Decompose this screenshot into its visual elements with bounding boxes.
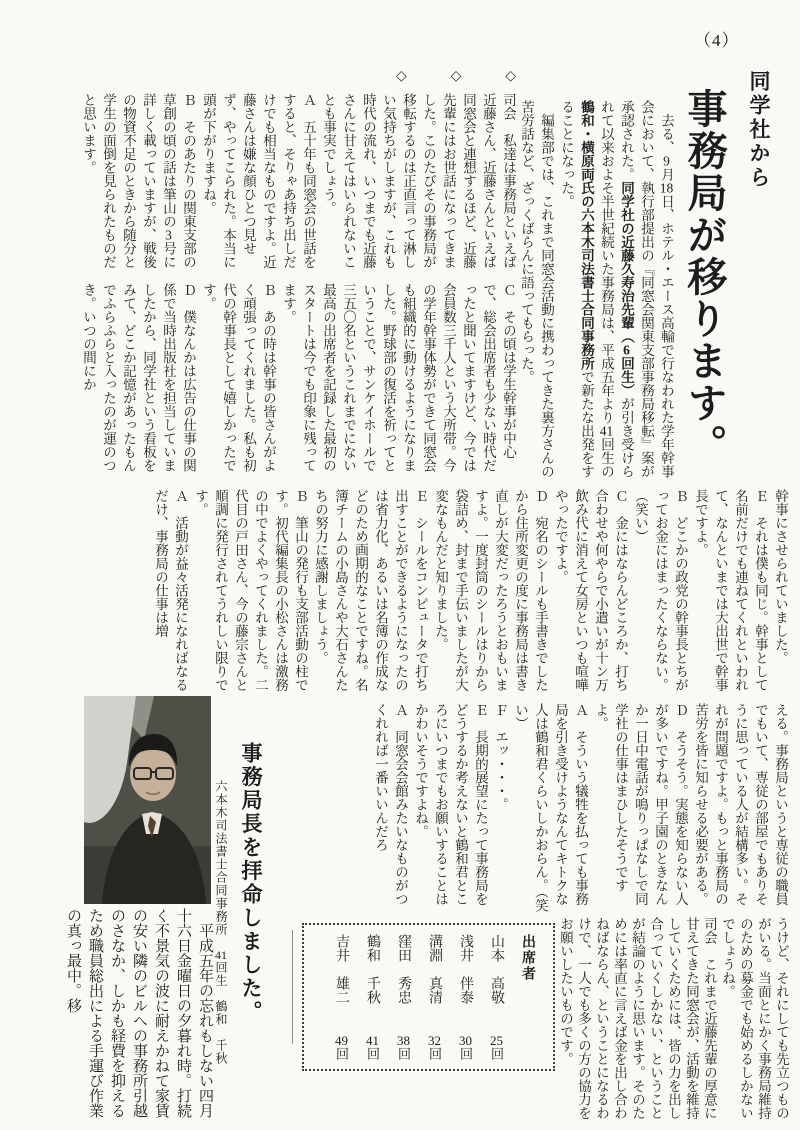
diamond-icon: ◇: [505, 69, 516, 84]
attendee-entry: [326, 934, 357, 1060]
attendee-class-year: 41回: [365, 1034, 380, 1060]
attendee-class-year: 32回: [427, 1034, 442, 1060]
page-title: 事務局が移ります。: [682, 88, 727, 466]
paragraph: Ｂ どこかの政党の幹事長とちがってお金にはまったくならない。（笑い）: [633, 489, 688, 692]
paragraph: Ｂ あの時は幹事の皆さんがよく頑張ってくれました。私も初代の幹事長として嬉しかったです。: [201, 283, 276, 472]
text-segment: 鶴和・横原両氏の六本木司法書士合同事務所: [579, 100, 594, 370]
vertical-divider-rule: [292, 930, 293, 1044]
paragraph: Ｅ それは僕も同じ。幹事として名前だけでも連ねてくれといわれて、なんといまでは大出世で幹事長ですよ。: [693, 489, 768, 692]
attendee-class-year: 49回: [334, 1034, 349, 1060]
intro-paragraphs: [518, 100, 676, 482]
paragraph: 平成五年の忘れもしない四月十六日金曜日の夕暮れ時。打続く不景気の波に耐えかねて家賃の安い隣のビルへの事務所引越のさなか、しかも経費を抑えるため職員総出による手運び作業の真っ最中。移: [65, 908, 213, 1118]
interview-text-block-2: [56, 283, 518, 484]
paragraph: Ａ 五十年も同窓会の世話をすると、そりゃあ持ち出しだけでも相当なものですよ。近藤さんは嫌な顔ひとつ見せず、やってこられた。本当に頭が下がりますね。: [201, 93, 316, 269]
text-segment: 同学社の近藤久寿治先輩（6回生）: [619, 181, 634, 397]
attendee-entry: [357, 934, 388, 1060]
attendee-entry: [419, 934, 450, 1060]
paragraph: Ｆ エッ・・・。: [493, 703, 508, 811]
attendee-entry: [450, 934, 481, 1060]
attendee-class-year: 38回: [396, 1034, 411, 1060]
paragraph: Ａ 活動が益々活発になればなるだけ、事務局の仕事は増: [153, 489, 188, 692]
paragraph: Ｃ その頃は学生幹事が中心で、総会出席者も少ない時代だったと聞いてますけど、今では会員数三千人という大所帯。今の学年幹事体勢ができて同窓会も組織的に動けるようになりました。野球部の復活を祈ってということで、サンケイホールで三五〇名というこれまでにない最高の出席者を記録した最初のスタートは今でも印象に残ってます。: [281, 283, 516, 472]
attendee-box: [302, 923, 555, 1071]
attendee-class-year: 25回: [489, 1034, 504, 1060]
interview-text-block-5: [556, 917, 790, 1129]
paragraph: 幹事にさせられていました。: [773, 489, 788, 665]
interview-text-block-1: [56, 93, 518, 281]
section-divider: [396, 68, 516, 85]
paragraph: える。事務局というと専従の職員でもいて、専従の部屋でもありそうに思っている人が結構多い。それが問題ですよ。もっと事務局の苦労を皆に知らせる必要がある。: [693, 703, 788, 906]
attendee-entry: [481, 934, 512, 1060]
paragraph: 司会 私達は事務局といえば近藤さん、近藤さんといえば同窓会と連想するほど、近藤先輩にはお世話になってきました。このたびその事務局が移転するのは正直言って淋しい気持ちがしますが、これも時代の流れ、いつまでも近藤さんに甘えてはいられないことも事実でしょう。: [321, 93, 516, 269]
paragraph: Ｂ 筆山の発行も支部活動の柱です。初代編集長の小松さんは激務の中でよくやってくれました。二代目の戸田さん、今の藤宗さんと順調に発行されてうれしい限りです。: [193, 489, 308, 692]
paragraph: Ｃ 金にはならんどころか、打ち合わせや何やらで小遣いが十ン万飲み代に消えて女房といつも喧嘩やったですよ。: [553, 489, 628, 692]
attendee-name: 吉井 雄二: [334, 934, 349, 1004]
attendee-entry: [388, 934, 419, 1060]
paragraph: Ｅ シールをコンピュータで打ち出すことができるようになったのは省力化、あるいは名簿の作成などのため画期的なことですね。名簿チームの小島さんや大石さんたちの努力に感謝しましょう。: [313, 489, 428, 692]
attendee-name: 山本 高敬: [489, 934, 504, 1004]
diamond-icon: ◇: [396, 69, 407, 84]
text-segment: が引き受けられて以来およそ半世紀続いた事務局は、平成五年より41回生の: [599, 100, 634, 478]
masthead-kicker: 同学社から: [747, 70, 771, 190]
feature-body-text: [56, 908, 216, 1129]
paragraph: [556, 100, 676, 482]
paragraph: Ａ 同窓会会館みたいなものがつくれれば一番いいんだろ: [373, 703, 408, 906]
paragraph: Ａ そういう犠牲を払っても事務局を引き受けようなんてキトクな人は鶴和君くらいしかおらん。（笑い）: [513, 703, 588, 913]
portrait-photo: [84, 696, 211, 904]
paragraph: 司会 これまで近藤先輩の厚意に甘えてきた同窓会が、活動を維持していくためには、皆の力を出し合っていくしかない、ということが結論のように思います。そのためには率直に言えば金を出し合わねばならん、ということになるわけで、一人でも多くの方の協力をお願いしたいものです。: [558, 917, 717, 1120]
text-segment: 去る、9月18日、ホテル・エース高輪で行なわれた学年幹事会において、執行部提出の『同窓会関東支部事務局移転』案が承認された。: [619, 100, 674, 478]
attendee-name: 溝淵 真清: [427, 934, 442, 1004]
feature-heading: 事務局長を拝命しました。: [239, 742, 263, 1024]
paragraph: Ｅ 長期的展望にたって事務局をどうするか考えないと鶴和君ところにいつまでもお願いすることはかわいそうですよね。: [413, 703, 488, 906]
interview-text-block-3: [56, 489, 790, 695]
interview-text-block-4: [268, 703, 790, 916]
text-segment: 編集部では、これまで同窓会活動に携わってきた裏方さんの苦労話など、ざっくばらんに語ってもらった。: [519, 100, 554, 478]
attendee-name: 窪田 秀忠: [396, 934, 411, 1004]
portrait-photo-image: [84, 696, 211, 904]
feature-byline: 六本木司法書士合同事務所 41回生 鶴和 千秋: [214, 780, 228, 1065]
attendee-name: 浅井 伴泰: [458, 934, 473, 1004]
paragraph: [516, 100, 556, 482]
paragraph: Ｄ 僕なんかは広告の仕事の関係で当時出版社を担当していましたから、同学社という看板をみて、どこか記憶があったもんでふらふらと入ったのが運のつき。いつの間にか: [81, 283, 196, 472]
attendee-name: 鶴和 千秋: [365, 934, 380, 1004]
diamond-icon: ◇: [450, 69, 462, 84]
attendee-box-title: 出席者: [520, 934, 535, 982]
text-segment: で新たな出発をすることになった。: [559, 100, 594, 478]
paragraph: Ｄ 宛名のシールも手書きでしたから住所変更の度に事務局は書き直しが大変だったろうとおもいますよ。一度封筒のシールはりから袋詰め、封まで手伝いましたが大変なもんだと知りました。: [433, 489, 548, 692]
page-number: （4）: [694, 31, 740, 50]
attendee-class-year: 30回: [458, 1034, 473, 1060]
paragraph: Ｄ そうそう。実態を知らない人が多いですね。甲子園のときなんか一日中電話が鳴りっぱなしで同学社の仕事はまひしたそうですよ。: [593, 703, 688, 906]
paragraph: Ｂ そのあたりの関東支部の草創の頃の話は筆山の3号に詳しく載っていますが、戦後の物資不足のときから随分と学生の面倒を見られたものだと思います。: [81, 93, 196, 269]
paragraph: うけど、それにしても先立つものがいる。当面とにかく事務局維持のための募金でも始めるしかないでしょうね。: [720, 917, 789, 1120]
